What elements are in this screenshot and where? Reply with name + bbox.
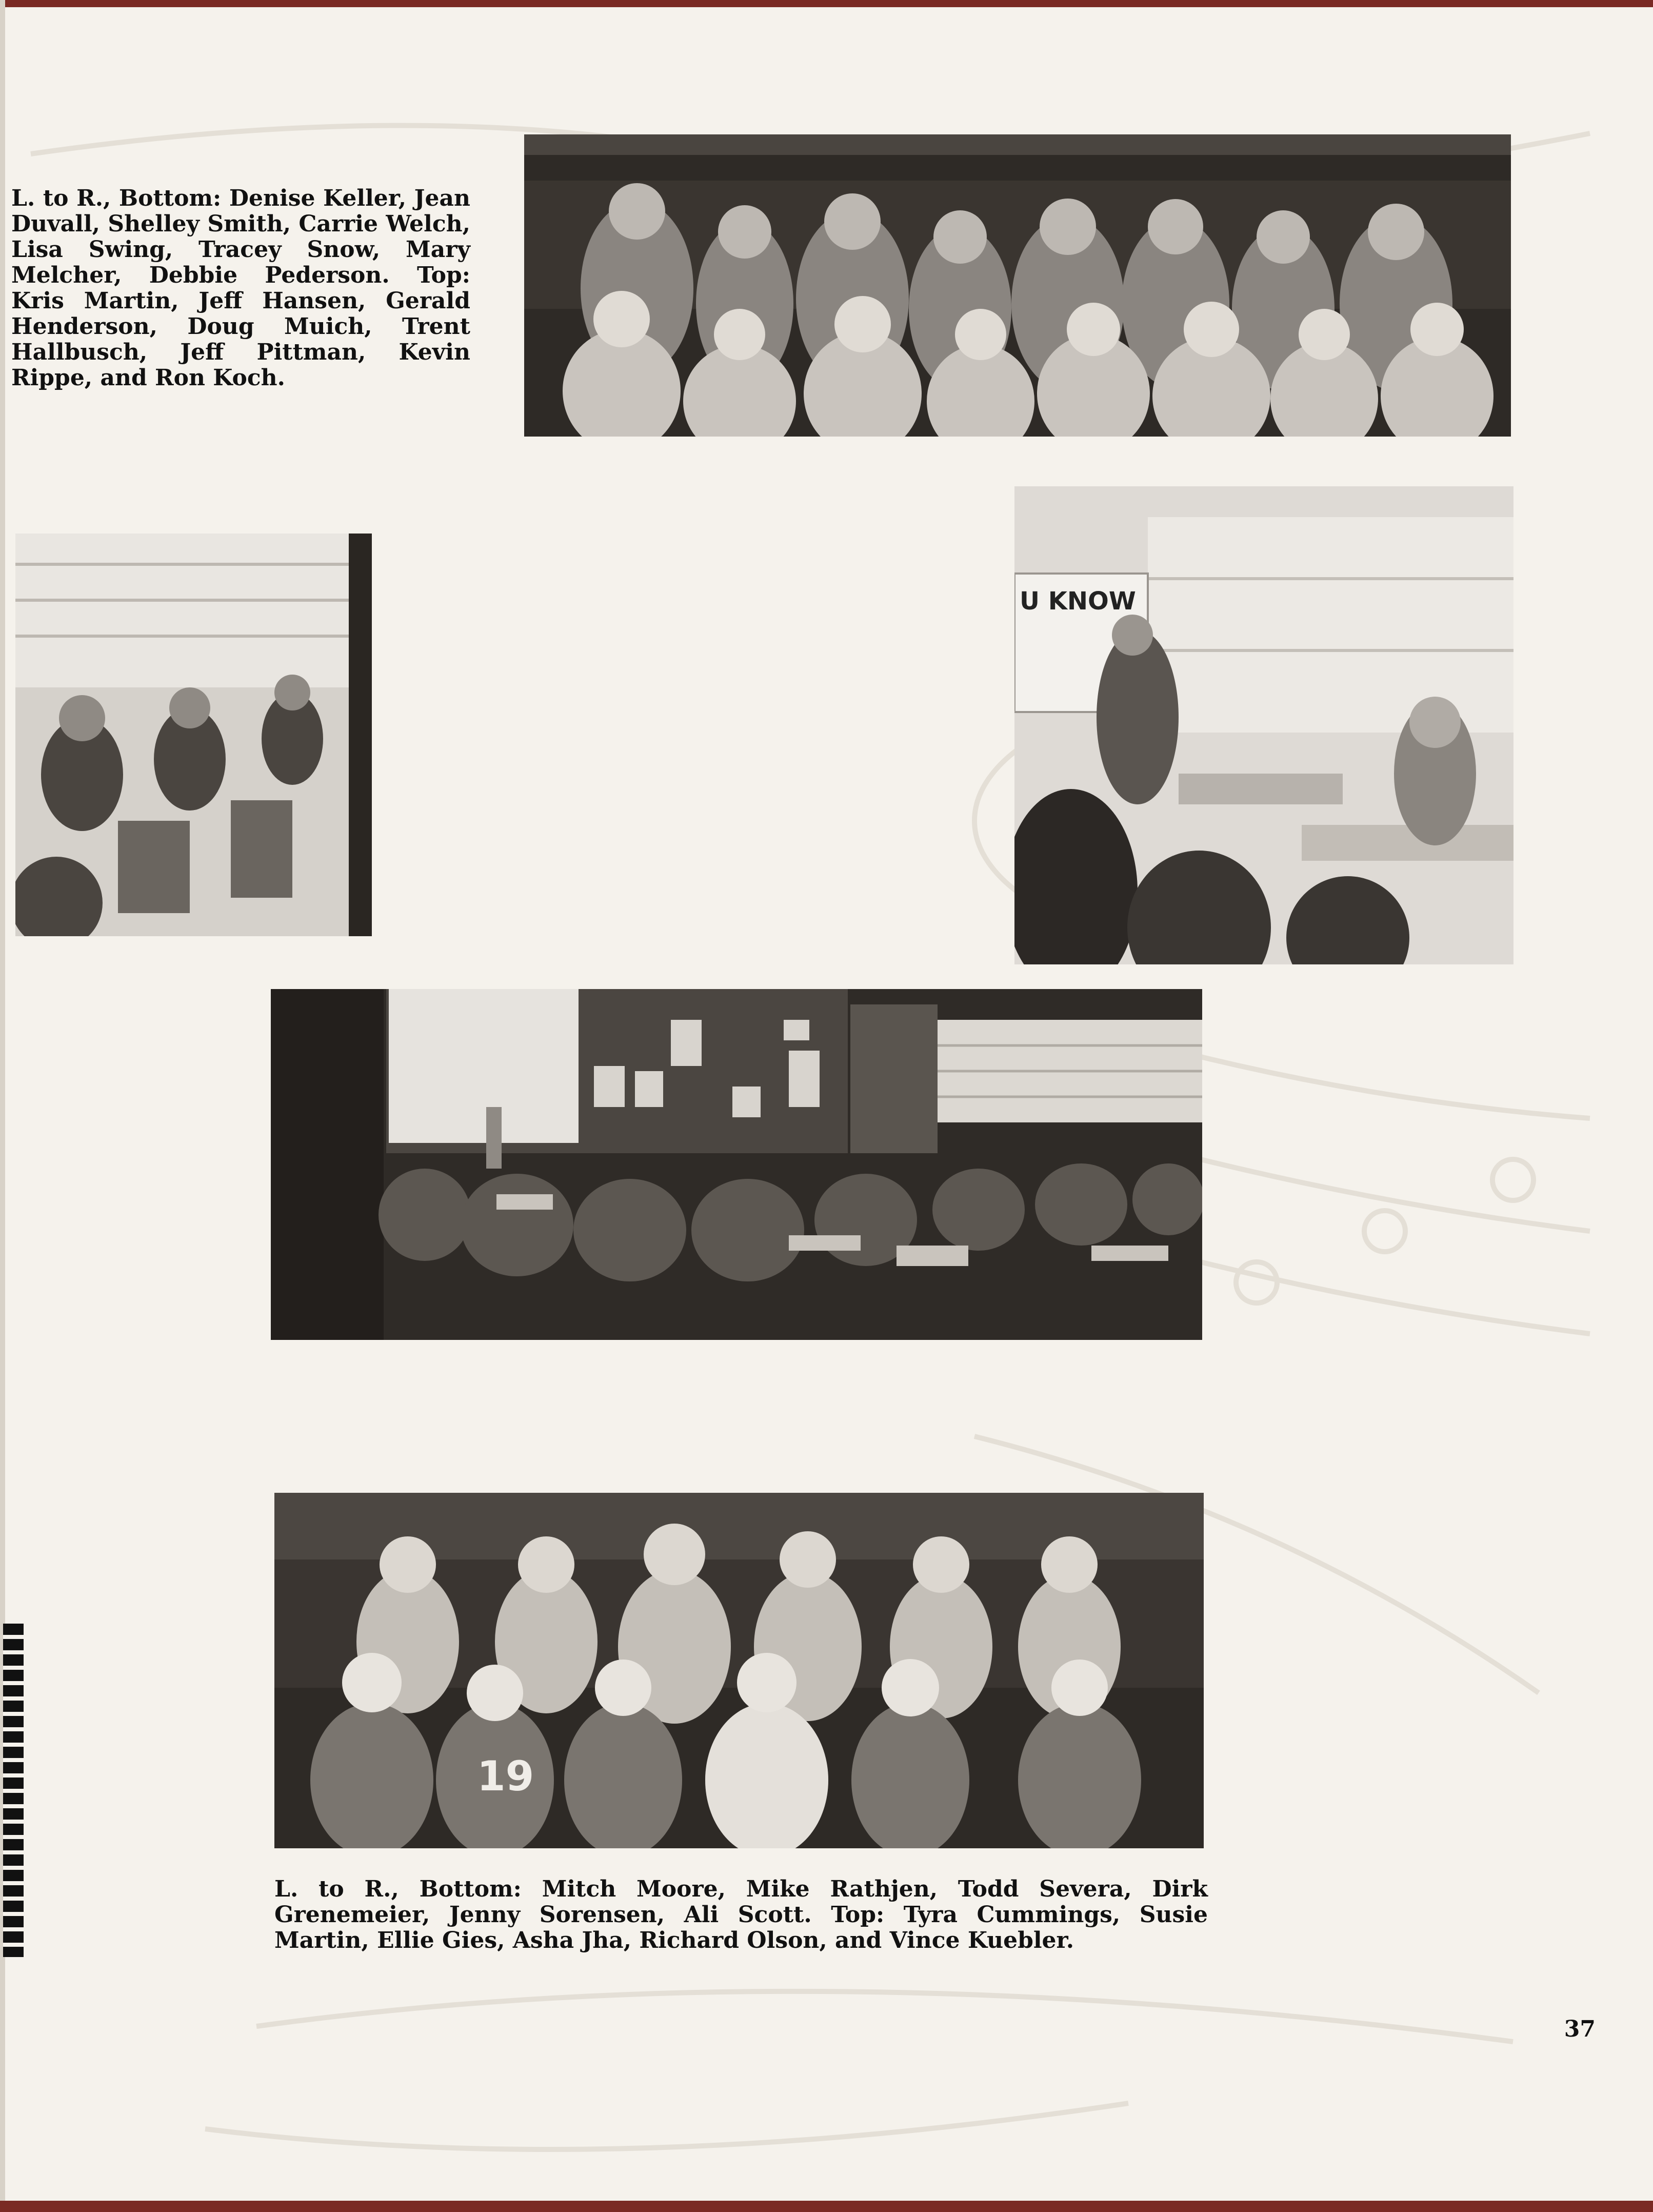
top-photo-caption: L. to R., Bottom: Denise Keller, Jean Duvall, Shelley Smith, Carrie Welch, Lisa Swing, Tracey Snow, Mary Melcher, Debbie Pederson. Top: Kris Martin, Jeff Hansen, Gerald Henderson, Doug Muich, Trent Hallbusch, Jeff Pittman, Kevin Rippe, and Ron Koch. (11, 185, 470, 391)
classroom-photo-right (1014, 486, 1513, 964)
page-top-edge (0, 0, 1653, 7)
binding-marks (3, 1624, 24, 1957)
page-bottom-edge (0, 2201, 1653, 2212)
board-text: U KNOW (1020, 587, 1136, 616)
group-photo-top (524, 134, 1511, 437)
classroom-photo-left (15, 534, 372, 936)
jersey-number: 19 (477, 1752, 534, 1800)
group-photo-bottom (274, 1493, 1204, 1848)
classroom-photo-wide (271, 989, 1202, 1340)
bottom-photo-caption: L. to R., Bottom: Mitch Moore, Mike Rathjen, Todd Severa, Dirk Grenemeier, Jenny Sorensen, Ali Scott. Top: Tyra Cummings, Susie Martin, Ellie Gies, Asha Jha, Richard Olson, and Vince Kuebler. (274, 1876, 1208, 1953)
page-number: 37 (1564, 2016, 1596, 2042)
